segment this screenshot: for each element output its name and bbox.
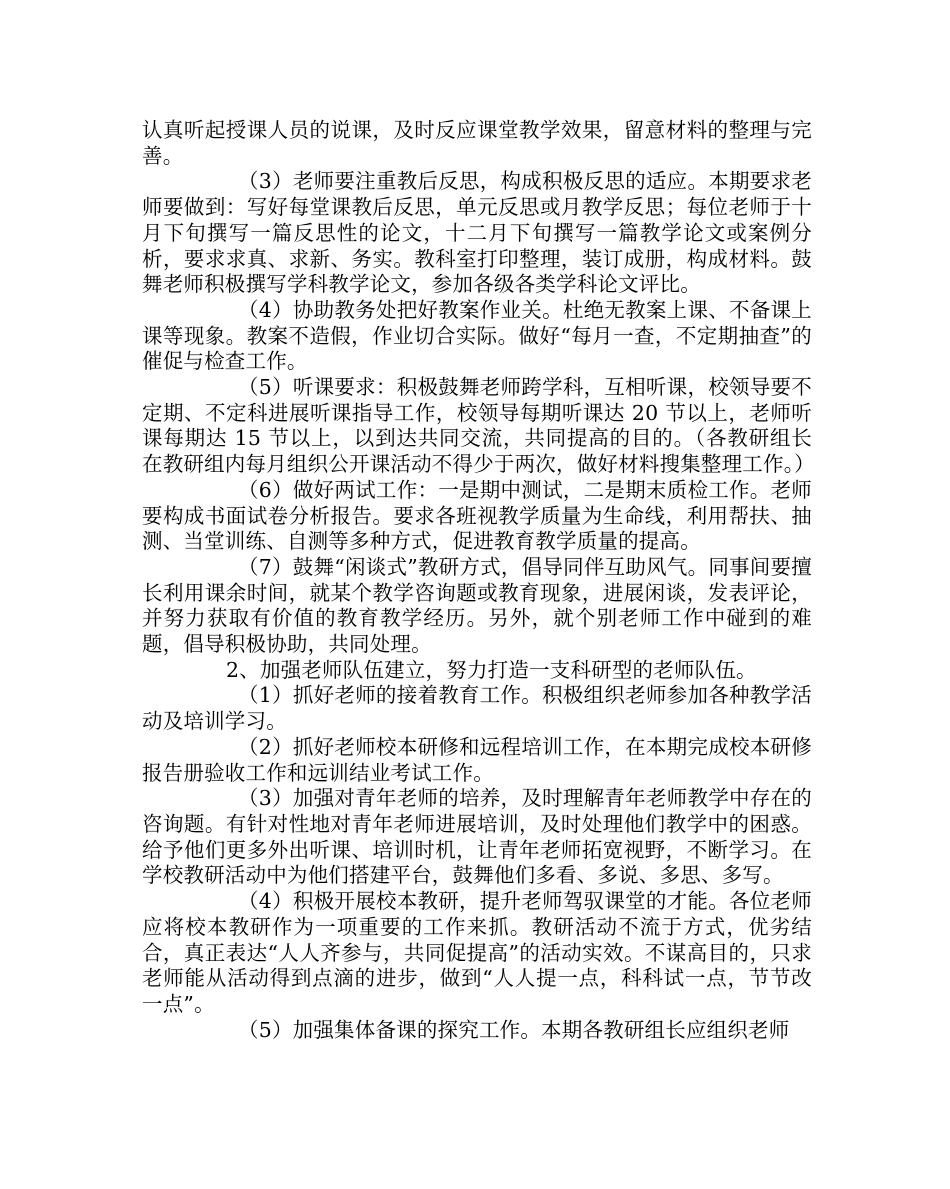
paragraph-continuation: 认真听起授课人员的说课，及时反应课堂教学效果，留意材料的整理与完善。 (142, 118, 812, 168)
paragraph-item-2-remote-training: （2）抓好老师校本研修和远程培训工作，在本期完成校本研修报告册验收工作和远训结业考试工作。 (142, 734, 812, 785)
paragraph-item-1-continuing-education: （1）抓好老师的接着教育工作。积极组织老师参加各种教学活动及培训学习。 (142, 683, 812, 734)
paragraph-item-4-school-research: （4）积极开展校本教研，提升老师驾驭课堂的才能。各位老师应将校本教研作为一项重要的工作来抓。教研活动不流于方式，优劣结合，真正表达“人人齐参与，共同促提高”的活动实效。不谋高目的，只求老师能从活动得到点滴的进步，做到“人人提一点，科科试一点，节节改一点”。 (142, 889, 812, 1016)
document-page (142, 118, 815, 1043)
paragraph-item-5-group-preparation: （5）加强集体备课的探究工作。本期各教研组长应组织老师 (238, 1017, 790, 1042)
paragraph-item-6-exams: （6）做好两试工作：一是期中测试，二是期末质检工作。老师要构成书面试卷分析报告。要求各班视教学质量为生命线，利用帮扶、抽测、当堂训练、自测等多种方式，促进教育教学质量的提高。 (142, 477, 812, 554)
paragraph-item-3-young-teachers: （3）加强对青年老师的培养，及时理解青年老师教学中存在的咨询题。有针对性地对青年老师进展培训，及时处理他们教学中的困惑。给予他们更多外出听课、培训时机，让青年老师拓宽视野，不断学习。在学校教研活动中为他们搭建平台，鼓舞他们多看、多说、多思、多写。 (142, 786, 812, 888)
paragraph-item-4-lesson-plans: （4）协助教务处把好教案作业关。杜绝无教案上课、不备课上课等现象。教案不造假，作业切合实际。做好“每月一查，不定期抽查”的催促与检查工作。 (142, 297, 812, 374)
paragraph-item-5-lesson-observation: （5）听课要求：积极鼓舞老师跨学科，互相听课，校领导要不定期、不定科进展听课指导工作，校领导每期听课达 20 节以上，老师听课每期达 15 节以上，以到达共同交流，共同提高的目的。（各教研组长在教研组内每月组织公开课活动不得少于两次，做好材料搜集整理工作。） (142, 375, 815, 477)
section-heading-teacher-team: 2、加强老师队伍建立，努力打造一支科研型的老师队伍。 (226, 657, 757, 682)
paragraph-item-3-reflection: （3）老师要注重教后反思，构成积极反思的适应。本期要求老师要做到：写好每堂课教后反思，单元反思或月教学反思；每位老师于十月下旬撰写一篇反思性的论文，十二月下旬撰写一篇教学论文或案例分析，要求求真、求新、务实。教科室打印整理，装订成册，构成材料。鼓舞老师积极撰写学科教学论文，参加各级各类学科论文评比。 (142, 169, 812, 297)
paragraph-item-7-chat-research: （7）鼓舞“闲谈式”教研方式，倡导同伴互助风气。同事间要擅长利用课余时间，就某个教学咨询题或教育现象，进展闲谈，发表评论，并努力获取有价值的教育教学经历。另外，就个别老师工作中碰到的难题，倡导积极协助，共同处理。 (142, 554, 812, 657)
